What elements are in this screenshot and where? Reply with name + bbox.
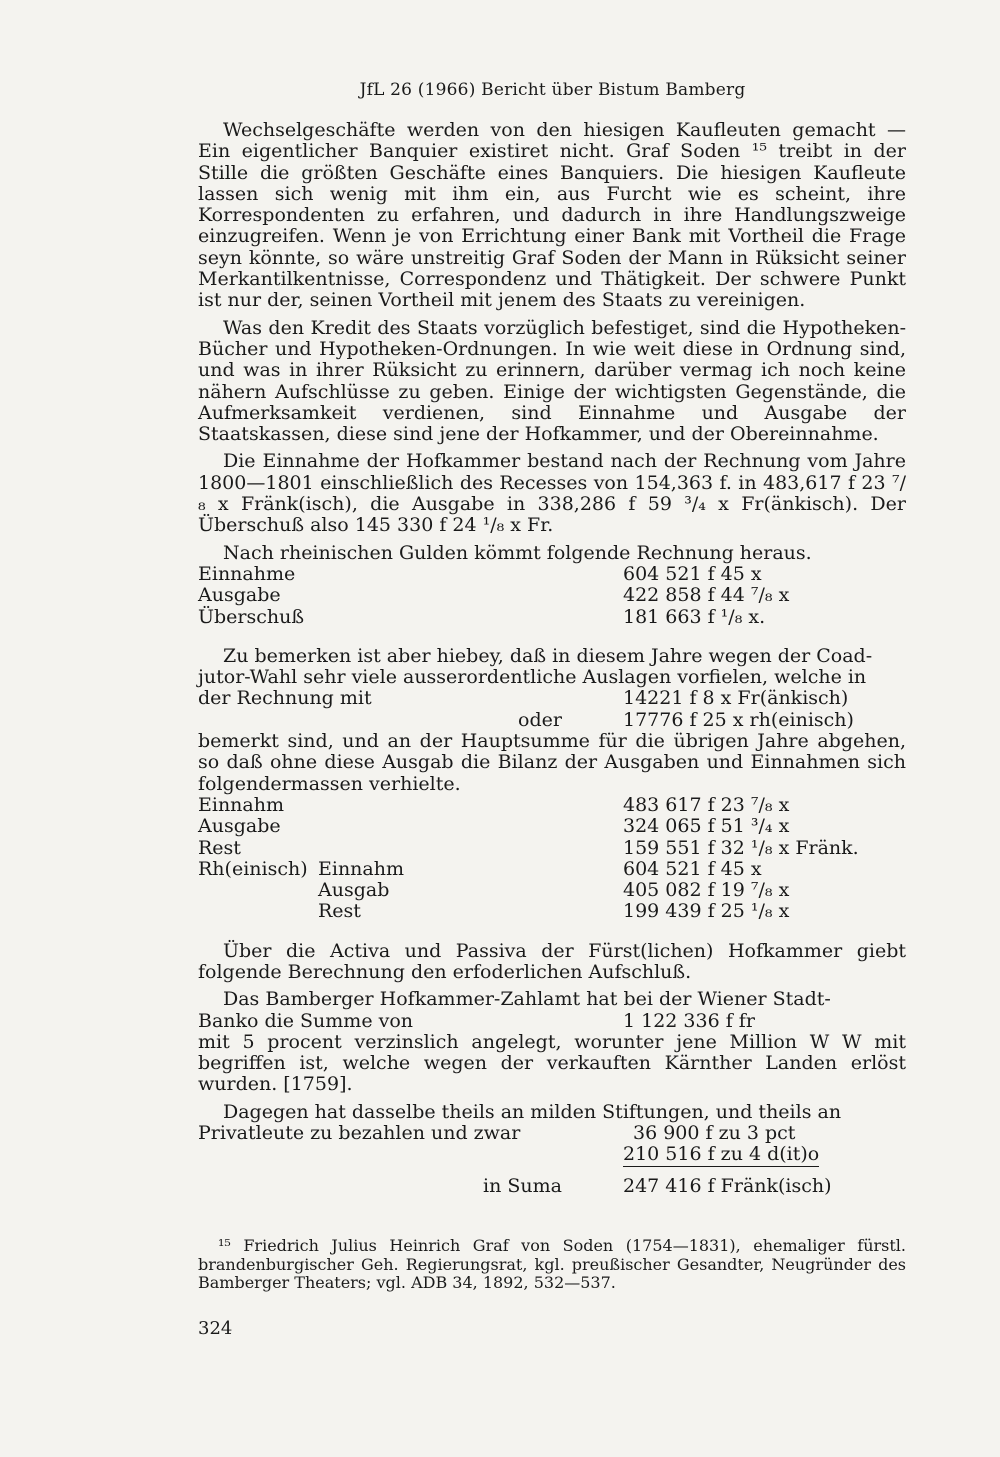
table-row	[198, 585, 906, 606]
running-header: JfL 26 (1966) Bericht über Bistum Bamberg	[359, 80, 746, 100]
row-value: 17776 f 25 x rh(einisch)	[623, 708, 854, 731]
paragraph-banking: Wechselgeschäfte werden von den hiesigen Kaufleuten gemacht — Ein eigentlicher Banquier existiret nicht. Graf Soden ¹⁵ treibt in der Stille die größten Geschäfte eines Banquiers. Die hiesigen Kaufleute lassen sich wenig mit ihm ein, aus Furcht wie es scheint, ihre Korrespondenten zu erfahren, und dadurch in ihre Handlungszweige einzugreifen. Wenn je von Errichtung einer Bank mit Vortheil die Frage seyn könnte, so wäre unstreitig Graf Soden der Mann in Rüksicht seiner Merkantilkentnisse, Correspondenz und Thätigkeit. Der schwere Punkt ist nur der, seinen Vortheil mit jenem des Staats zu vereinigen.	[198, 119, 906, 312]
table-rhenish	[198, 564, 906, 628]
page-number: 324	[198, 1318, 233, 1339]
row-value: 36 900 f zu 3 pct	[633, 1122, 796, 1145]
row-label: Privatleute zu bezahlen und zwar	[198, 1122, 521, 1145]
footnote-text: ¹⁵ Friedrich Julius Heinrich Graf von Soden (1754—1831), ehemaliger fürstl. brandenburgischer Geh. Regierungsrat, kgl. preußischer Gesandter, Neugründer des Bamberger Theaters; vgl. ADB 34, 1892, 532—537.	[198, 1236, 906, 1292]
footnote	[198, 1237, 906, 1293]
paragraph-text: mit 5 procent verzinslich angelegt, worunter jene Million W W mit begriffen ist, welche wegen der verkauften Kärnther Landen erlöst wurden. [1759].	[198, 1030, 906, 1096]
table-row	[198, 1011, 906, 1032]
paragraph-credit: Was den Kredit des Staats vorzüglich befestiget, sind die Hypotheken-Bücher und Hypotheken-Ordnungen. In wie weit diese in Ordnung sind, und was in ihrer Rüksicht zu erinnern, darüber vermag ich noch keine nähern Aufschlüsse zu geben. Einige der wichtigsten Gegenstände, die Aufmerksamkeit verdienen, sind Einnahme und Ausgabe der Staatskassen, diese sind jene der Hofkammer, und der Obereinnahme.	[198, 316, 906, 446]
text-line: Zu bemerken ist aber hiebey, daß in diesem Jahre wegen der Coad-	[223, 644, 873, 667]
paragraph-text: bemerkt sind, und an der Hauptsumme für die übrigen Jahre abgehen, so daß ohne diese Ausgab die Bilanz der Ausgaben und Einnahmen sich folgendermassen verhielte.	[198, 730, 906, 795]
table-row	[198, 564, 906, 585]
row-value: 1 122 336 f fr	[623, 1009, 755, 1032]
paragraph-revenue: Die Einnahme der Hofkammer bestand nach der Rechnung vom Jahre 1800—1801 einschließlich des Recesses von 154,363 f. in 483,617 f 23 ⁷/₈ x Fränk(isch), die Ausgabe in 338,286 f 59 ³/₄ x Fr(änkisch). Der Überschuß also 145 330 f 24 ¹/₈ x Fr.	[198, 450, 906, 537]
table-row: Rest 159 551 f 32 ¹/₈ x Fränk.	[198, 836, 859, 859]
table-row	[198, 1123, 906, 1144]
table-row	[198, 688, 906, 709]
row-label: Banko die Summe von	[198, 1009, 414, 1032]
text-line: jutor-Wahl sehr viele ausserordentliche Auslagen vorfielen, welche in	[198, 666, 867, 689]
table-row: Ausgab 405 082 f 19 ⁷/₈ x	[318, 879, 790, 902]
table-row	[198, 1176, 906, 1197]
paragraph-coadjutor	[198, 646, 906, 795]
row-value: 247 416 f Fränk(isch)	[623, 1174, 832, 1197]
table-row	[198, 710, 906, 731]
row-value: 210 516 f zu 4 d(it)o	[623, 1143, 820, 1166]
row-label: Ausgabe	[198, 584, 281, 607]
table-row: Rest 199 439 f 25 ¹/₈ x	[318, 900, 790, 923]
table-row: Einnahm 483 617 f 23 ⁷/₈ x	[198, 793, 790, 816]
row-label: oder	[518, 708, 562, 731]
table-row: Rh(einisch) Einnahm 604 521 f 45 x	[198, 857, 762, 880]
row-label: der Rechnung mit	[198, 687, 372, 710]
table-row: Ausgabe 324 065 f 51 ³/₄ x	[198, 815, 790, 838]
row-label: Einnahme	[198, 562, 296, 585]
row-value: 181 663 f ¹/₈ x.	[623, 605, 766, 628]
row-label: Überschuß	[198, 605, 305, 628]
paragraph-zahlamt	[198, 989, 906, 1095]
text-line: Das Bamberger Hofkammer-Zahlamt hat bei der Wiener Stadt-	[223, 988, 831, 1011]
table-row	[198, 607, 906, 628]
paragraph-dagegen	[198, 1102, 906, 1197]
paragraph-activa-passiva: Über die Activa und Passiva der Fürst(lichen) Hofkammer giebt folgende Berechnung den erfoderlichen Aufschluß.	[198, 939, 906, 983]
row-value: 604 521 f 45 x	[623, 562, 762, 585]
table-balance	[198, 795, 906, 923]
row-value: 422 858 f 44 ⁷/₈ x	[623, 584, 790, 607]
main-text	[198, 120, 906, 1197]
paragraph-rhenish-intro: Nach rheinischen Gulden kömmt folgende Rechnung heraus.	[223, 541, 812, 564]
table-row	[198, 1144, 906, 1165]
text-line: Dagegen hat dasselbe theils an milden Stiftungen, und theils an	[223, 1100, 842, 1123]
row-label: in Suma	[483, 1174, 562, 1197]
row-value: 14221 f 8 x Fr(änkisch)	[623, 687, 849, 710]
